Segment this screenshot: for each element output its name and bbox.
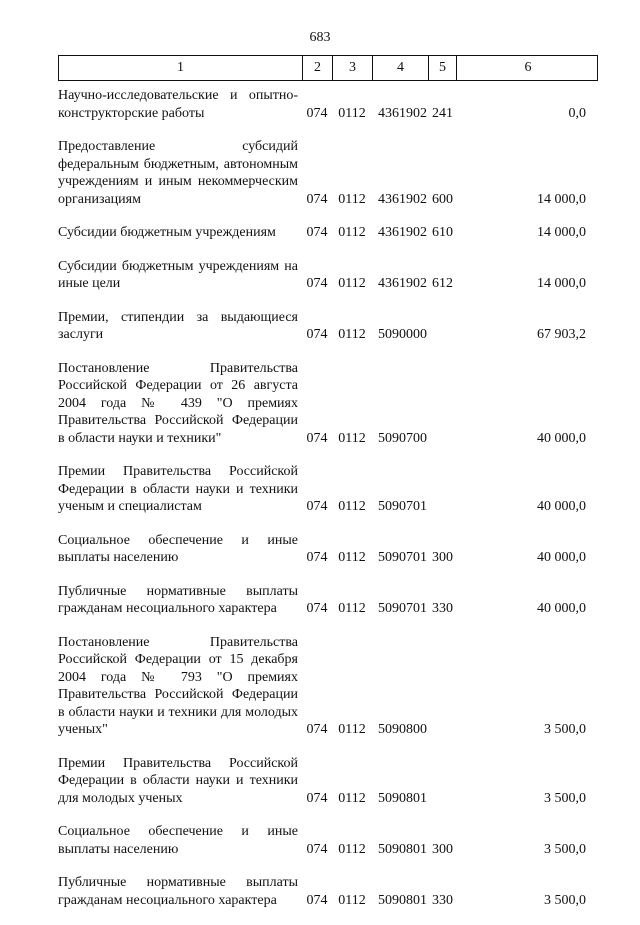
row-name: Постановление Правительства Российской Федерации от 26 августа 2004 года № 439 "О премиях Правительства Российской Федерации в области науки и техники" — [58, 360, 298, 446]
row-cell-c2: 074 — [306, 105, 328, 121]
budget-table — [58, 55, 598, 925]
row-cell-c6: 40 000,0 — [537, 430, 586, 446]
row-cell-c3: 0112 — [338, 601, 366, 616]
row-cell-c5: 330 — [432, 601, 453, 616]
row-cell-c2: 074 — [306, 841, 328, 857]
row-name: Постановление Правительства Российской Федерации от 15 декабря 2004 года № 793 "О премиях Правительства Российской Федерации в области науки и техники для молодых ученых" — [58, 634, 298, 737]
row-cell-c5 — [428, 360, 456, 448]
row-cell-c4: 5090801 — [378, 892, 427, 908]
row-cell-c2: 074 — [306, 225, 328, 240]
row-cell-c3: 0112 — [338, 550, 366, 565]
row-cell-c2: 074 — [306, 550, 328, 565]
row-cell-c3: 0112 — [338, 225, 366, 240]
row-cell-c5 — [428, 634, 456, 739]
row-cell-c4: 5090000 — [378, 327, 427, 342]
row-cell-c4: 5090701 — [378, 601, 427, 616]
row-name: Субсидии бюджетным учреждениям — [58, 225, 276, 240]
row-cell-c2: 074 — [306, 191, 328, 207]
row-name: Премии Правительства Российской Федерации в области науки и техники ученым и специалистам — [58, 464, 298, 514]
row-cell-c4: 4361902 — [378, 276, 427, 291]
row-cell-c4: 5090801 — [378, 841, 427, 857]
row-cell-c2: 074 — [306, 601, 328, 616]
row-name: Социальное обеспечение и иные выплаты населению — [58, 824, 298, 857]
row-cell-c3: 0112 — [338, 191, 366, 207]
table-header — [58, 55, 598, 81]
row-cell-c3: 0112 — [338, 105, 366, 121]
table-row — [58, 874, 598, 909]
row-cell-c3: 0112 — [338, 790, 366, 806]
row-cell-c3: 0112 — [338, 276, 366, 291]
row-cell-c6: 14 000,0 — [537, 225, 586, 240]
header-col-5: 5 — [429, 56, 457, 80]
row-name: Предоставление субсидий федеральным бюджетным, автономным учреждениям и иным некоммерческим организациям — [58, 139, 298, 207]
row-cell-c6: 14 000,0 — [537, 191, 586, 207]
row-name: Премии, стипендии за выдающиеся заслуги — [58, 309, 298, 342]
row-cell-c6: 0,0 — [568, 105, 586, 121]
row-cell-c4: 5090701 — [378, 499, 427, 514]
row-cell-c3: 0112 — [338, 430, 366, 446]
row-cell-c2: 074 — [306, 790, 328, 806]
row-cell-c6: 40 000,0 — [537, 550, 586, 565]
row-cell-c3: 0112 — [338, 499, 366, 514]
table-row — [58, 360, 598, 448]
table-row — [58, 823, 598, 858]
header-col-4: 4 — [373, 56, 429, 80]
row-cell-c6: 40 000,0 — [537, 601, 586, 616]
table-row — [58, 138, 598, 208]
row-cell-c3: 0112 — [338, 841, 366, 857]
row-cell-c4: 5090801 — [378, 790, 427, 806]
row-cell-c3: 0112 — [338, 722, 366, 737]
row-cell-c2: 074 — [306, 430, 328, 446]
table-row — [58, 87, 598, 122]
table-body — [58, 87, 598, 909]
row-cell-c5 — [428, 755, 456, 808]
row-cell-c4: 5090701 — [378, 550, 427, 565]
header-col-6: 6 — [524, 60, 532, 75]
row-cell-c6: 3 500,0 — [544, 841, 586, 857]
table-row — [58, 463, 598, 516]
table-row — [58, 532, 598, 567]
row-cell-c4: 5090800 — [378, 722, 427, 737]
table-row — [58, 309, 598, 344]
page-number: 683 — [309, 30, 331, 45]
row-cell-c5: 330 — [432, 892, 453, 908]
table-row — [58, 258, 598, 293]
header-col-1: 1 — [59, 56, 303, 80]
row-cell-c3: 0112 — [338, 327, 366, 342]
row-cell-c4: 4361902 — [378, 105, 427, 121]
row-cell-c2: 074 — [306, 892, 328, 908]
row-cell-c5: 241 — [432, 105, 453, 121]
row-cell-c5: 612 — [432, 276, 453, 291]
row-cell-c6: 67 903,2 — [537, 327, 586, 342]
row-cell-c6: 3 500,0 — [544, 892, 586, 908]
row-name: Публичные нормативные выплаты гражданам несоциального характера — [58, 875, 298, 908]
row-cell-c2: 074 — [306, 327, 328, 342]
row-name: Премии Правительства Российской Федерации в области науки и техники для молодых ученых — [58, 755, 298, 806]
row-cell-c3: 0112 — [338, 892, 366, 908]
row-cell-c5 — [428, 463, 456, 516]
row-cell-c6: 3 500,0 — [544, 790, 586, 806]
row-name: Социальное обеспечение и иные выплаты населению — [58, 532, 298, 565]
row-name: Публичные нормативные выплаты гражданам несоциального характера — [58, 583, 298, 616]
row-cell-c5: 300 — [432, 841, 453, 857]
table-row — [58, 634, 598, 739]
row-cell-c4: 4361902 — [378, 225, 427, 240]
row-cell-c6: 14 000,0 — [537, 276, 586, 291]
row-cell-c4: 5090700 — [378, 430, 427, 446]
table-row — [58, 755, 598, 808]
header-col-2: 2 — [303, 56, 333, 80]
row-cell-c2: 074 — [306, 276, 328, 291]
row-cell-c5: 600 — [432, 191, 453, 207]
table-row — [58, 583, 598, 618]
row-cell-c6: 40 000,0 — [537, 499, 586, 514]
row-cell-c6: 3 500,0 — [544, 722, 586, 737]
header-col-3: 3 — [333, 56, 373, 80]
row-name: Субсидии бюджетным учреждениям на иные цели — [58, 258, 298, 291]
row-cell-c5: 300 — [432, 550, 453, 565]
row-cell-c2: 074 — [306, 499, 328, 514]
row-cell-c4: 4361902 — [378, 191, 427, 207]
row-cell-c2: 074 — [306, 722, 328, 737]
table-row — [58, 224, 598, 242]
row-cell-c5: 610 — [432, 225, 453, 240]
row-cell-c5 — [428, 309, 456, 344]
row-name: Научно-исследовательские и опытно-конструкторские работы — [58, 88, 298, 121]
